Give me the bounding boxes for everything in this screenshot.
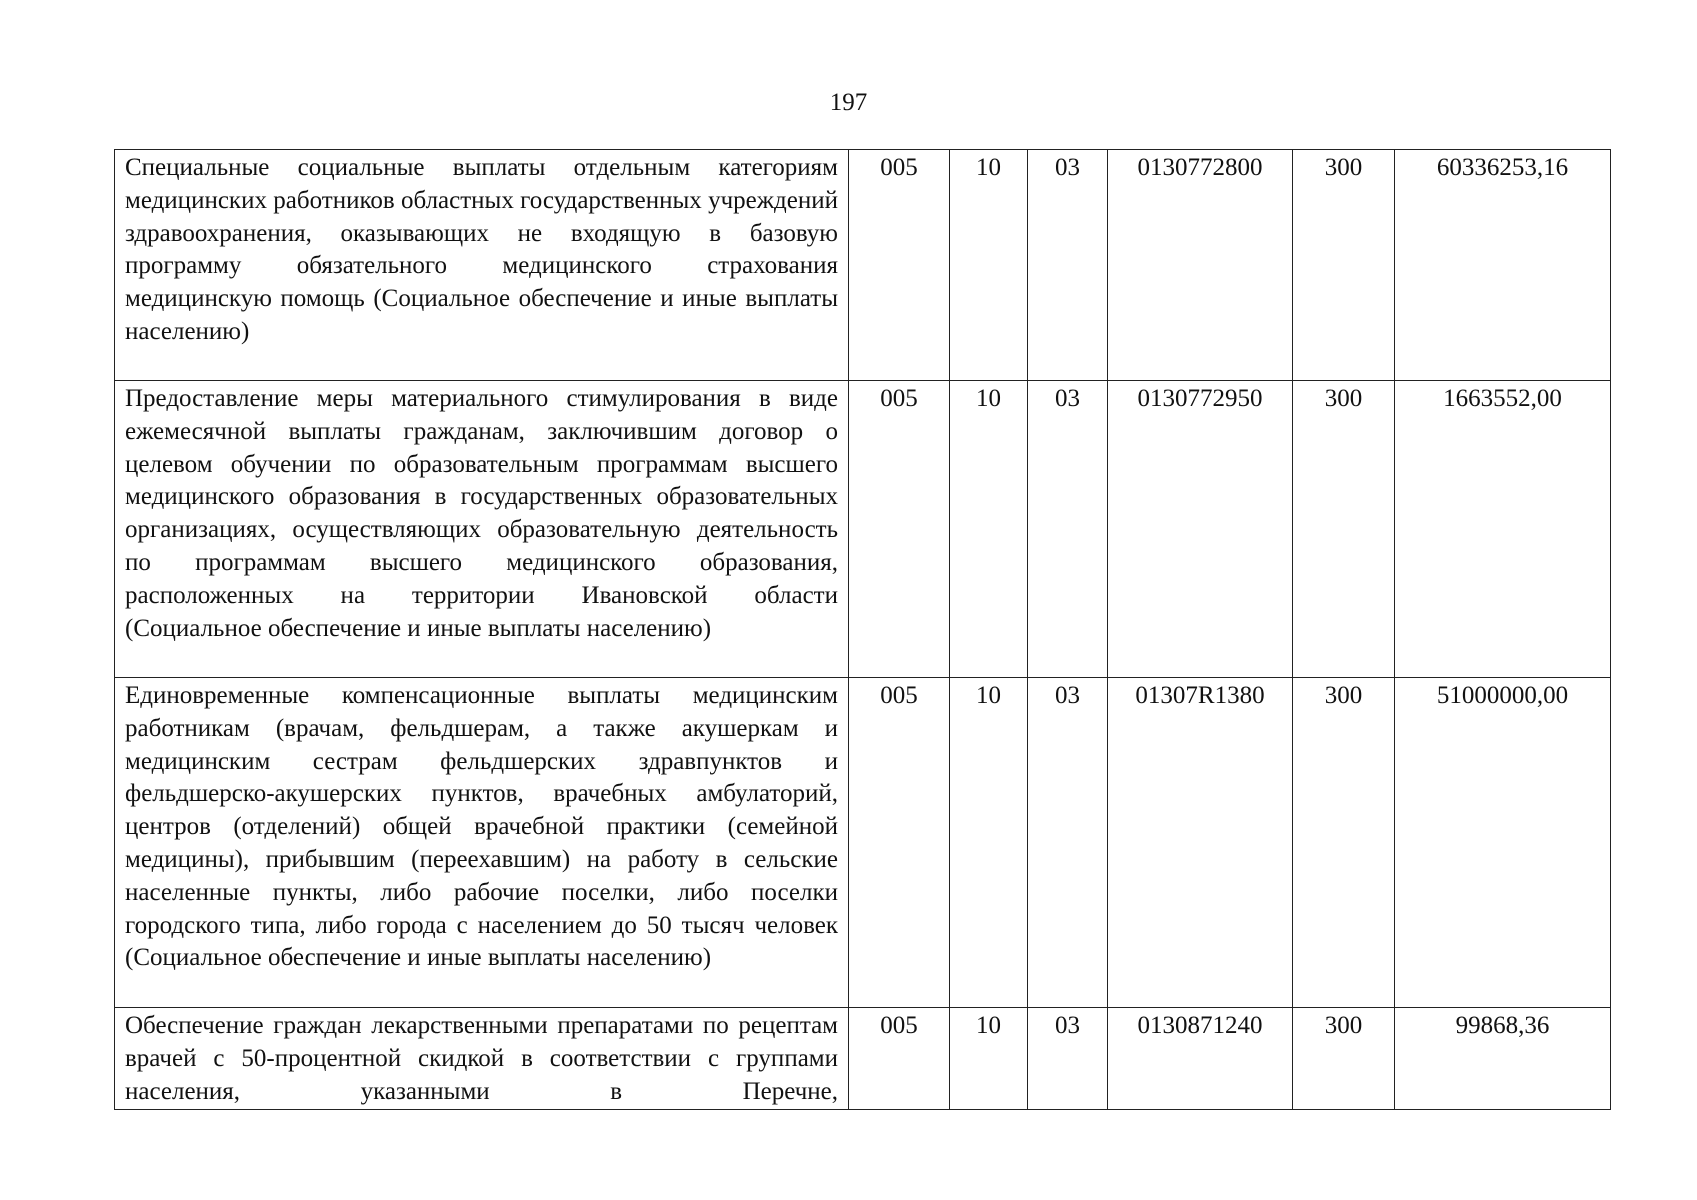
row-description: Обеспечение граждан лекарственными препаратами по рецептам врачей с 50-процентной скидкой в соответствии с группами населения, указанными в Перечне, (115, 1008, 849, 1110)
row-ministry-code: 005 (849, 150, 950, 381)
row-description-last-line: (Социальное обеспечение и иные выплаты населению) (125, 614, 712, 642)
row-subsection-code: 03 (1028, 678, 1108, 1008)
row-section-code: 10 (950, 150, 1028, 381)
row-ministry-code: 005 (849, 678, 950, 1008)
row-section-code: 10 (950, 381, 1028, 678)
row-expense-type: 300 (1293, 150, 1395, 381)
row-description: Предоставление меры материального стимулирования в виде ежемесячной выплаты гражданам, заключившим договор о целевом обучении по образовательным программам высшего медицинского образования в государственных образовательных организациях, осуществляющих образовательную деятельность по программам высшего медицинского образования, расположенных на территории Ивановской области (Социальное обеспечение и иные выплаты населению) (115, 381, 849, 678)
budget-table (114, 149, 1611, 1110)
row-description-last-line: населению) (125, 317, 250, 345)
row-target-article: 01307R1380 (1108, 678, 1293, 1008)
row-expense-type: 300 (1293, 678, 1395, 1008)
row-ministry-code: 005 (849, 381, 950, 678)
table-row (115, 150, 1611, 381)
table-row (115, 1008, 1611, 1110)
page-number: 197 (829, 89, 868, 116)
row-target-article: 0130772800 (1108, 150, 1293, 381)
row-subsection-code: 03 (1028, 381, 1108, 678)
row-amount: 99868,36 (1395, 1008, 1611, 1110)
row-amount: 60336253,16 (1395, 150, 1611, 381)
table-row (115, 381, 1611, 678)
row-ministry-code: 005 (849, 1008, 950, 1110)
row-section-code: 10 (950, 678, 1028, 1008)
table-row (115, 678, 1611, 1008)
row-amount: 51000000,00 (1395, 678, 1611, 1008)
row-amount: 1663552,00 (1395, 381, 1611, 678)
row-expense-type: 300 (1293, 1008, 1395, 1110)
row-description: Единовременные компенсационные выплаты медицинским работникам (врачам, фельдшерам, а также акушеркам и медицинским сестрам фельдшерских здравпунктов и фельдшерско-акушерских пунктов, врачебных амбулаторий, центров (отделений) общей врачебной практики (семейной медицины), прибывшим (переехавшим) на работу в сельские населенные пункты, либо рабочие поселки, либо поселки городского типа, либо города с населением до 50 тысяч человек (Социальное обеспечение и иные выплаты населению) (115, 678, 849, 1008)
row-section-code: 10 (950, 1008, 1028, 1110)
row-description-last-line: (Социальное обеспечение и иные выплаты населению) (125, 944, 712, 972)
row-description: Специальные социальные выплаты отдельным категориям медицинских работников областных государственных учреждений здравоохранения, оказывающих не входящую в базовую программу обязательного медицинского страхования медицинскую помощь (Социальное обеспечение и иные выплаты населению) (115, 150, 849, 381)
row-subsection-code: 03 (1028, 1008, 1108, 1110)
row-expense-type: 300 (1293, 381, 1395, 678)
row-target-article: 0130772950 (1108, 381, 1293, 678)
row-subsection-code: 03 (1028, 150, 1108, 381)
row-target-article: 0130871240 (1108, 1008, 1293, 1110)
